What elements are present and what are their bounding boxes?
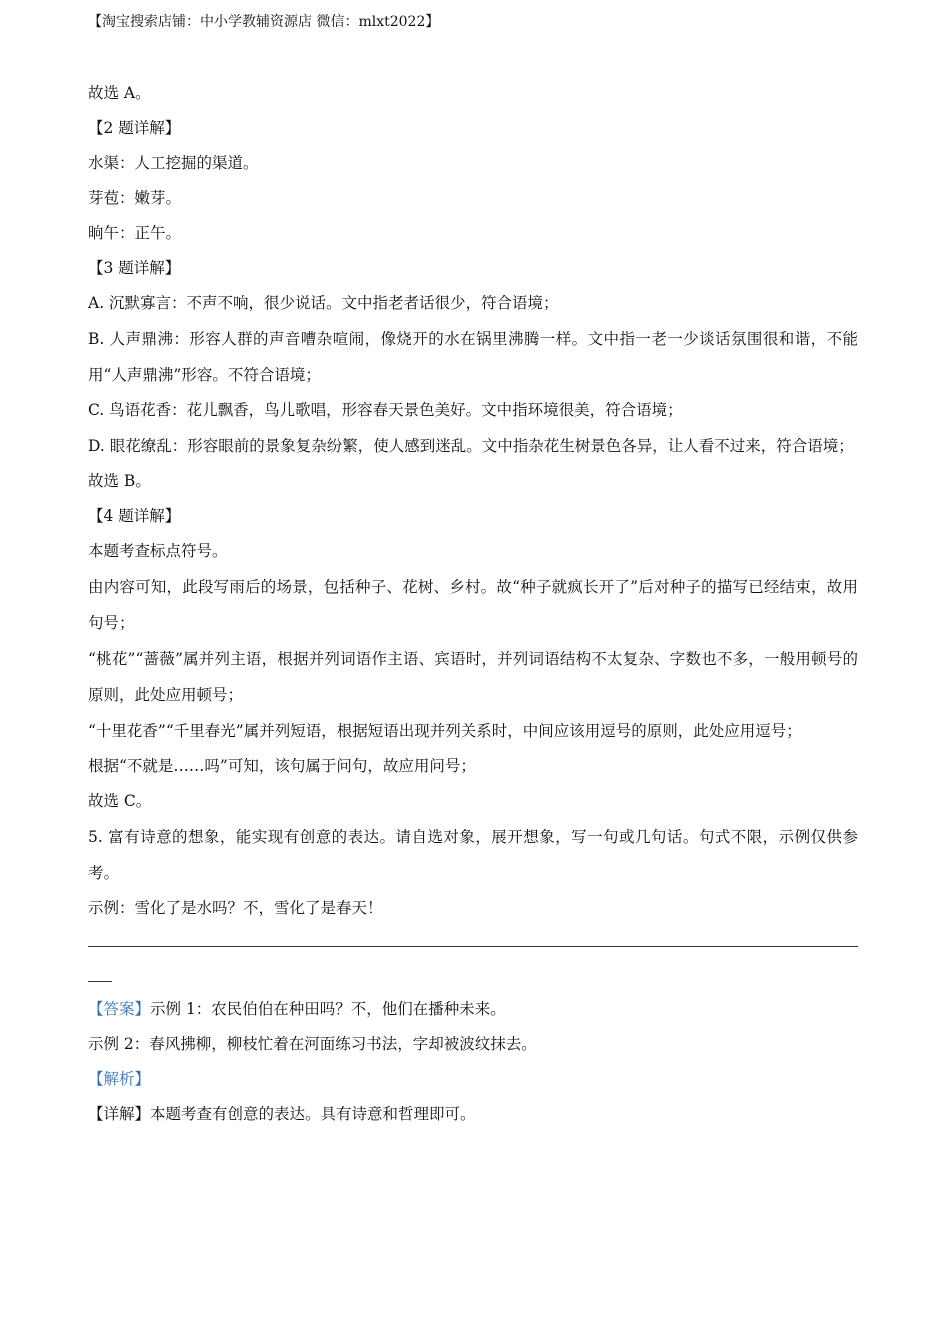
q2-line-water-channel: 水渠：人工挖掘的渠道。 bbox=[88, 154, 259, 172]
analysis-label: 【解析】 bbox=[88, 1070, 151, 1088]
q3-option-c: C. 鸟语花香：花儿飘香，鸟儿歌唱，形容春天景色美好。文中指环境很美，符合语境； bbox=[88, 401, 683, 419]
q5-example: 示例：雪化了是水吗？不，雪化了是春天！ bbox=[88, 899, 383, 917]
q3-option-d: D. 眼花缭乱：形容眼前的景象复杂纷繁，使人感到迷乱。文中指杂花生树景色各异，让人看不过来，符合语境； bbox=[88, 437, 854, 455]
answer-example-1: 示例 1：农民伯伯在种田吗？不，他们在播种未来。 bbox=[150, 1000, 506, 1018]
q4-heading: 【4 题详解】 bbox=[88, 507, 181, 525]
q2-line-noon: 晌午：正午。 bbox=[88, 224, 182, 242]
q4-paragraph-3: “十里花香”“千里春光”属并列短语，根据短语出现并列关系时，中间应该用逗号的原则，此处应用逗号； bbox=[88, 722, 802, 740]
answer-line-tail bbox=[88, 981, 112, 982]
q3-heading: 【3 题详解】 bbox=[88, 259, 181, 277]
detail-line bbox=[88, 1097, 858, 1132]
q3-option-b: B. 人声鼎沸：形容人群的声音嘈杂喧闹，像烧开的水在锅里沸腾一样。文中指一老一少谈话氛围很和谐，不能用“人声鼎沸”形容。不符合语境； bbox=[88, 330, 858, 384]
q2-heading: 【2 题详解】 bbox=[88, 119, 181, 137]
detail-label: 【详解】 bbox=[88, 1105, 151, 1123]
answer-example-2: 示例 2：春风拂柳，柳枝忙着在河面练习书法，字却被波纹抹去。 bbox=[88, 1035, 537, 1053]
q3-conclusion: 故选 B。 bbox=[88, 472, 151, 490]
q4-paragraph-2: “桃花”“蔷薇”属并列主语，根据并列词语作主语、宾语时，并列词语结构不太复杂、字数也不多，一般用顿号的原则，此处应用顿号； bbox=[88, 650, 858, 704]
q3-option-a: A. 沉默寡言：不声不响，很少说话。文中指老者话很少，符合语境； bbox=[88, 294, 559, 312]
detail-text: 本题考查有创意的表达。具有诗意和哲理即可。 bbox=[150, 1105, 476, 1123]
q1-conclusion: 故选 A。 bbox=[88, 84, 151, 102]
document-body bbox=[88, 76, 858, 1132]
q4-paragraph-1: 由内容可知，此段写雨后的场景，包括种子、花树、乡村。故“种子就疯长开了”后对种子的描写已经结束，故用句号； bbox=[88, 578, 858, 632]
answer-line bbox=[88, 946, 858, 947]
q4-intro: 本题考查标点符号。 bbox=[88, 542, 228, 560]
q4-conclusion: 故选 C。 bbox=[88, 792, 152, 810]
page-header: 【淘宝搜索店铺：中小学教辅资源店 微信：mlxt2022】 bbox=[88, 14, 440, 30]
answer-label: 【答案】 bbox=[88, 1000, 151, 1018]
answer-blank bbox=[88, 946, 858, 992]
answer-example-1-line bbox=[88, 992, 858, 1027]
q5-prompt: 5. 富有诗意的想象，能实现有创意的表达。请自选对象，展开想象，写一句或几句话。句式不限，示例仅供参考。 bbox=[88, 828, 858, 882]
q2-line-bud: 芽苞：嫩芽。 bbox=[88, 189, 182, 207]
q4-paragraph-4: 根据“不就是……吗”可知，该句属于问句，故应用问号； bbox=[88, 757, 476, 775]
